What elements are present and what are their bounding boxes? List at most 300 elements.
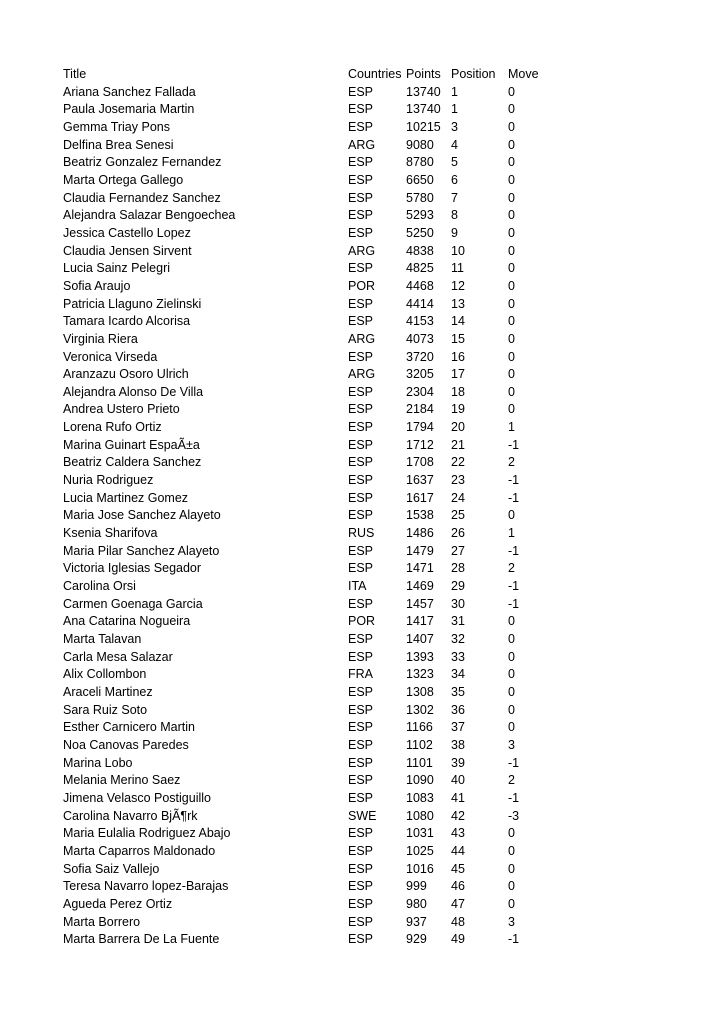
cell-move: 1 [508, 526, 515, 541]
cell-title: Lucia Martinez Gomez [63, 490, 189, 505]
cell-points: 1102 [406, 737, 433, 752]
cell-countries: ESP [348, 561, 374, 576]
cell-title: Sara Ruiz Soto [63, 702, 148, 717]
cell-title: Beatriz Gonzalez Fernandez [63, 155, 222, 170]
cell-points: 13740 [406, 84, 441, 99]
cell-countries: ESP [348, 596, 374, 611]
cell-move: -1 [508, 543, 520, 558]
cell-position: 3 [451, 119, 458, 134]
cell-points: 1486 [406, 526, 434, 541]
cell-title: Carla Mesa Salazar [63, 649, 173, 664]
table-row [63, 454, 552, 472]
cell-position: 15 [451, 331, 465, 346]
cell-move: 0 [508, 349, 515, 364]
cell-position: 17 [451, 367, 465, 382]
cell-points: 1166 [406, 720, 433, 735]
cell-move: 0 [508, 225, 515, 240]
table-row [63, 666, 552, 684]
cell-move: 0 [508, 684, 515, 699]
cell-points: 1637 [406, 473, 434, 488]
cell-countries: ESP [348, 755, 374, 770]
cell-countries: ESP [348, 843, 374, 858]
cell-move: 0 [508, 896, 515, 911]
cell-countries: ESP [348, 737, 374, 752]
table-row [63, 914, 552, 932]
cell-countries: ESP [348, 490, 374, 505]
column-header-position: Position [451, 67, 496, 81]
rankings-table [63, 66, 552, 949]
cell-countries: ESP [348, 896, 374, 911]
cell-move: 0 [508, 296, 515, 311]
cell-countries: ESP [348, 879, 374, 894]
cell-position: 1 [451, 84, 458, 99]
cell-title: Maria Pilar Sanchez Alayeto [63, 543, 220, 558]
cell-countries: ESP [348, 861, 374, 876]
cell-countries: RUS [348, 526, 375, 541]
table-row [63, 296, 552, 314]
table-row [63, 613, 552, 631]
cell-points: 2184 [406, 402, 434, 417]
table-row [63, 719, 552, 737]
cell-countries: ESP [348, 684, 374, 699]
table-row [63, 154, 552, 172]
cell-position: 37 [451, 720, 465, 735]
table-row [63, 543, 552, 561]
cell-move: 0 [508, 367, 515, 382]
cell-move: 0 [508, 826, 515, 841]
cell-countries: ESP [348, 632, 374, 646]
cell-move: 0 [508, 155, 515, 170]
cell-countries: ITA [348, 579, 367, 594]
cell-title: Alejandra Alonso De Villa [63, 384, 204, 399]
table-row [63, 755, 552, 773]
table-row [63, 437, 552, 455]
cell-position: 4 [451, 137, 458, 152]
cell-countries: ESP [348, 384, 374, 399]
cell-points: 4825 [406, 261, 434, 276]
cell-position: 45 [451, 861, 465, 876]
cell-points: 4073 [406, 331, 434, 346]
cell-position: 28 [451, 561, 465, 576]
cell-countries: ESP [348, 914, 374, 929]
cell-title: Paula Josemaria Martin [63, 102, 195, 117]
cell-position: 48 [451, 914, 465, 929]
cell-countries: ESP [348, 296, 374, 311]
cell-position: 16 [451, 349, 465, 364]
cell-position: 26 [451, 526, 465, 541]
table-row [63, 772, 552, 790]
cell-move: 2 [508, 773, 515, 788]
table-row [63, 560, 552, 578]
table-row [63, 225, 552, 243]
cell-position: 47 [451, 896, 465, 911]
cell-position: 10 [451, 243, 465, 258]
cell-title: Nuria Rodriguez [63, 473, 154, 488]
cell-position: 49 [451, 932, 465, 947]
cell-points: 1617 [406, 490, 434, 505]
cell-points: 937 [406, 914, 427, 929]
cell-position: 29 [451, 579, 465, 594]
cell-countries: ESP [348, 402, 374, 417]
cell-move: 0 [508, 102, 515, 117]
table-header [63, 66, 552, 84]
cell-position: 1 [451, 102, 458, 117]
cell-title: Araceli Martinez [63, 684, 153, 699]
table-row [63, 207, 552, 225]
cell-title: Ksenia Sharifova [63, 526, 158, 541]
cell-move: -1 [508, 596, 520, 611]
cell-title: Marta Talavan [63, 632, 142, 646]
table-row [63, 490, 552, 508]
cell-countries: ESP [348, 773, 374, 788]
cell-position: 11 [451, 261, 464, 276]
table-row [63, 260, 552, 278]
cell-countries: ARG [348, 331, 376, 346]
cell-title: Melania Merino Saez [63, 773, 181, 788]
cell-move: -1 [508, 755, 520, 770]
cell-move: -1 [508, 490, 520, 505]
cell-points: 8780 [406, 155, 434, 170]
cell-points: 1469 [406, 579, 434, 594]
cell-move: 0 [508, 702, 515, 717]
cell-move: 3 [508, 914, 515, 929]
cell-points: 1031 [406, 826, 434, 841]
cell-move: 0 [508, 508, 515, 523]
cell-points: 4468 [406, 278, 434, 293]
table-row [63, 172, 552, 190]
table-row [63, 896, 552, 914]
cell-points: 5293 [406, 208, 434, 223]
cell-position: 6 [451, 172, 458, 187]
cell-title: Carmen Goenaga Garcia [63, 596, 203, 611]
table-body [63, 84, 552, 949]
cell-title: Lorena Rufo Ortiz [63, 420, 162, 435]
table-row [63, 808, 552, 826]
cell-points: 10215 [406, 119, 441, 134]
cell-countries: ESP [348, 314, 374, 329]
cell-countries: ESP [348, 932, 374, 947]
cell-move: 0 [508, 119, 515, 134]
cell-points: 1794 [406, 420, 434, 435]
cell-countries: ESP [348, 102, 374, 117]
cell-title: Patricia Llaguno Zielinski [63, 296, 202, 311]
cell-position: 20 [451, 420, 465, 435]
cell-move: 3 [508, 737, 515, 752]
cell-move: 0 [508, 278, 515, 293]
table-row [63, 878, 552, 896]
cell-countries: FRA [348, 667, 373, 682]
cell-position: 30 [451, 596, 465, 611]
table-row [63, 825, 552, 843]
cell-move: 0 [508, 331, 515, 346]
cell-points: 9080 [406, 137, 434, 152]
cell-position: 8 [451, 208, 458, 223]
cell-position: 33 [451, 649, 465, 664]
cell-move: 0 [508, 314, 515, 329]
cell-move: 0 [508, 861, 515, 876]
cell-title: Noa Canovas Paredes [63, 737, 189, 752]
cell-position: 14 [451, 314, 465, 329]
cell-position: 12 [451, 278, 465, 293]
cell-countries: ESP [348, 720, 374, 735]
cell-title: Andrea Ustero Prieto [63, 402, 180, 417]
cell-position: 35 [451, 684, 465, 699]
table-row [63, 861, 552, 879]
cell-move: 0 [508, 208, 515, 223]
cell-position: 9 [451, 225, 458, 240]
cell-countries: ESP [348, 473, 374, 488]
cell-move: -3 [508, 808, 520, 823]
cell-position: 39 [451, 755, 465, 770]
table-row [63, 84, 552, 102]
table-row [63, 631, 552, 649]
cell-move: -1 [508, 473, 520, 488]
table-row [63, 737, 552, 755]
cell-title: Jessica Castello Lopez [63, 225, 191, 240]
cell-title: Maria Jose Sanchez Alayeto [63, 508, 221, 523]
cell-title: Victoria Iglesias Segador [63, 561, 202, 576]
cell-title: Gemma Triay Pons [63, 119, 170, 134]
cell-title: Veronica Virseda [63, 349, 158, 364]
cell-title: Claudia Fernandez Sanchez [63, 190, 221, 205]
cell-title: Jimena Velasco Postiguillo [63, 790, 211, 805]
table-row [63, 507, 552, 525]
cell-title: Virginia Riera [63, 331, 138, 346]
cell-countries: POR [348, 614, 376, 629]
cell-countries: ESP [348, 702, 374, 717]
table-row [63, 525, 552, 543]
cell-position: 36 [451, 702, 465, 717]
cell-title: Delfina Brea Senesi [63, 137, 174, 152]
cell-title: Esther Carnicero Martin [63, 720, 195, 735]
cell-position: 43 [451, 826, 465, 841]
cell-countries: ESP [348, 455, 374, 470]
cell-title: Alejandra Salazar Bengoechea [63, 208, 236, 223]
cell-countries: SWE [348, 808, 377, 823]
cell-position: 44 [451, 843, 465, 858]
cell-position: 42 [451, 808, 465, 823]
cell-title: Marina Guinart EspaÃ±a [63, 437, 200, 452]
cell-countries: ESP [348, 261, 374, 276]
cell-countries: ESP [348, 225, 374, 240]
cell-countries: ESP [348, 208, 374, 223]
table-row [63, 843, 552, 861]
cell-move: 0 [508, 261, 515, 276]
cell-position: 7 [451, 190, 458, 205]
cell-countries: ESP [348, 543, 374, 558]
cell-points: 3205 [406, 367, 434, 382]
table-row [63, 278, 552, 296]
column-header-points: Points [406, 67, 441, 81]
cell-move: -1 [508, 579, 520, 594]
cell-points: 1083 [406, 790, 434, 805]
cell-countries: POR [348, 278, 376, 293]
cell-points: 1457 [406, 596, 434, 611]
cell-points: 1712 [406, 437, 434, 452]
cell-move: 2 [508, 561, 515, 576]
cell-countries: ESP [348, 349, 374, 364]
table-row [63, 243, 552, 261]
cell-move: 0 [508, 632, 515, 646]
cell-points: 6650 [406, 172, 434, 187]
cell-points: 1025 [406, 843, 434, 858]
table-row [63, 931, 552, 949]
cell-countries: ESP [348, 155, 374, 170]
cell-title: Aranzazu Osoro Ulrich [63, 367, 189, 382]
cell-countries: ARG [348, 137, 376, 152]
cell-points: 1417 [406, 614, 434, 629]
cell-countries: ESP [348, 119, 374, 134]
cell-title: Agueda Perez Ortiz [63, 896, 173, 911]
cell-points: 1302 [406, 702, 434, 717]
table-row [63, 702, 552, 720]
cell-move: 1 [508, 420, 515, 435]
table-row [63, 596, 552, 614]
table-row [63, 684, 552, 702]
cell-position: 18 [451, 384, 465, 399]
cell-points: 4414 [406, 296, 434, 311]
cell-move: 0 [508, 667, 515, 682]
cell-move: -1 [508, 437, 520, 452]
table-row [63, 101, 552, 119]
cell-move: 0 [508, 843, 515, 858]
cell-countries: ARG [348, 367, 376, 382]
cell-title: Sofia Araujo [63, 278, 131, 293]
cell-title: Maria Eulalia Rodriguez Abajo [63, 826, 231, 841]
cell-points: 1308 [406, 684, 434, 699]
cell-position: 19 [451, 402, 465, 417]
cell-position: 25 [451, 508, 465, 523]
cell-position: 46 [451, 879, 465, 894]
cell-points: 4838 [406, 243, 434, 258]
cell-countries: ESP [348, 84, 374, 99]
cell-points: 999 [406, 879, 427, 894]
cell-title: Carolina Navarro BjÃ¶rk [63, 808, 198, 823]
cell-title: Marina Lobo [63, 755, 133, 770]
cell-countries: ESP [348, 420, 374, 435]
cell-move: 0 [508, 384, 515, 399]
cell-title: Alix Collombon [63, 667, 147, 682]
table-row [63, 384, 552, 402]
table-row [63, 649, 552, 667]
cell-move: 0 [508, 137, 515, 152]
cell-countries: ESP [348, 826, 374, 841]
cell-points: 1538 [406, 508, 434, 523]
cell-move: 2 [508, 455, 515, 470]
cell-position: 27 [451, 543, 465, 558]
cell-move: 0 [508, 614, 515, 629]
cell-move: 0 [508, 720, 515, 735]
cell-points: 1393 [406, 649, 434, 664]
cell-position: 32 [451, 632, 465, 646]
cell-move: -1 [508, 932, 520, 947]
cell-move: -1 [508, 790, 520, 805]
cell-title: Ana Catarina Nogueira [63, 614, 191, 629]
cell-points: 980 [406, 896, 427, 911]
table-row [63, 119, 552, 137]
table-row [63, 401, 552, 419]
cell-countries: ESP [348, 437, 374, 452]
cell-move: 0 [508, 649, 515, 664]
cell-position: 38 [451, 737, 465, 752]
table-row [63, 366, 552, 384]
cell-title: Marta Borrero [63, 914, 141, 929]
cell-points: 4153 [406, 314, 434, 329]
cell-position: 41 [451, 790, 465, 805]
cell-countries: ESP [348, 190, 374, 205]
table-row [63, 190, 552, 208]
cell-position: 13 [451, 296, 465, 311]
cell-points: 1016 [406, 861, 434, 876]
cell-points: 1407 [406, 632, 434, 646]
cell-points: 13740 [406, 102, 441, 117]
cell-countries: ESP [348, 649, 374, 664]
cell-position: 31 [451, 614, 465, 629]
cell-title: Lucia Sainz Pelegri [63, 261, 171, 276]
cell-position: 23 [451, 473, 465, 488]
table-row [63, 578, 552, 596]
cell-position: 24 [451, 490, 465, 505]
cell-move: 0 [508, 172, 515, 187]
cell-points: 1708 [406, 455, 434, 470]
table-row [63, 331, 552, 349]
cell-title: Ariana Sanchez Fallada [63, 84, 196, 99]
cell-title: Marta Caparros Maldonado [63, 843, 216, 858]
cell-move: 0 [508, 190, 515, 205]
cell-points: 5780 [406, 190, 434, 205]
cell-points: 1080 [406, 808, 434, 823]
cell-move: 0 [508, 402, 515, 417]
cell-move: 0 [508, 84, 515, 99]
cell-title: Carolina Orsi [63, 579, 136, 594]
cell-title: Sofia Saiz Vallejo [63, 861, 160, 876]
cell-points: 929 [406, 932, 427, 947]
cell-move: 0 [508, 879, 515, 894]
cell-countries: ESP [348, 508, 374, 523]
cell-move: 0 [508, 243, 515, 258]
cell-points: 1090 [406, 773, 434, 788]
cell-position: 21 [451, 437, 465, 452]
table-row [63, 349, 552, 367]
cell-position: 34 [451, 667, 465, 682]
cell-points: 1479 [406, 543, 434, 558]
cell-position: 5 [451, 155, 458, 170]
cell-points: 1323 [406, 667, 434, 682]
cell-title: Beatriz Caldera Sanchez [63, 455, 202, 470]
column-header-move: Move [508, 67, 539, 81]
cell-points: 2304 [406, 384, 434, 399]
table-row [63, 313, 552, 331]
cell-points: 3720 [406, 349, 434, 364]
table-row [63, 472, 552, 490]
cell-title: Marta Barrera De La Fuente [63, 932, 220, 947]
cell-countries: ARG [348, 243, 376, 258]
cell-points: 5250 [406, 225, 434, 240]
cell-title: Teresa Navarro lopez-Barajas [63, 879, 229, 894]
cell-title: Tamara Icardo Alcorisa [63, 314, 191, 329]
table-row [63, 790, 552, 808]
column-header-countries: Countries [348, 67, 402, 81]
cell-position: 40 [451, 773, 465, 788]
header-row [63, 66, 552, 84]
cell-countries: ESP [348, 172, 374, 187]
table-row [63, 419, 552, 437]
cell-points: 1101 [406, 755, 433, 770]
cell-countries: ESP [348, 790, 374, 805]
table-row [63, 137, 552, 155]
cell-title: Claudia Jensen Sirvent [63, 243, 192, 258]
cell-title: Marta Ortega Gallego [63, 172, 184, 187]
